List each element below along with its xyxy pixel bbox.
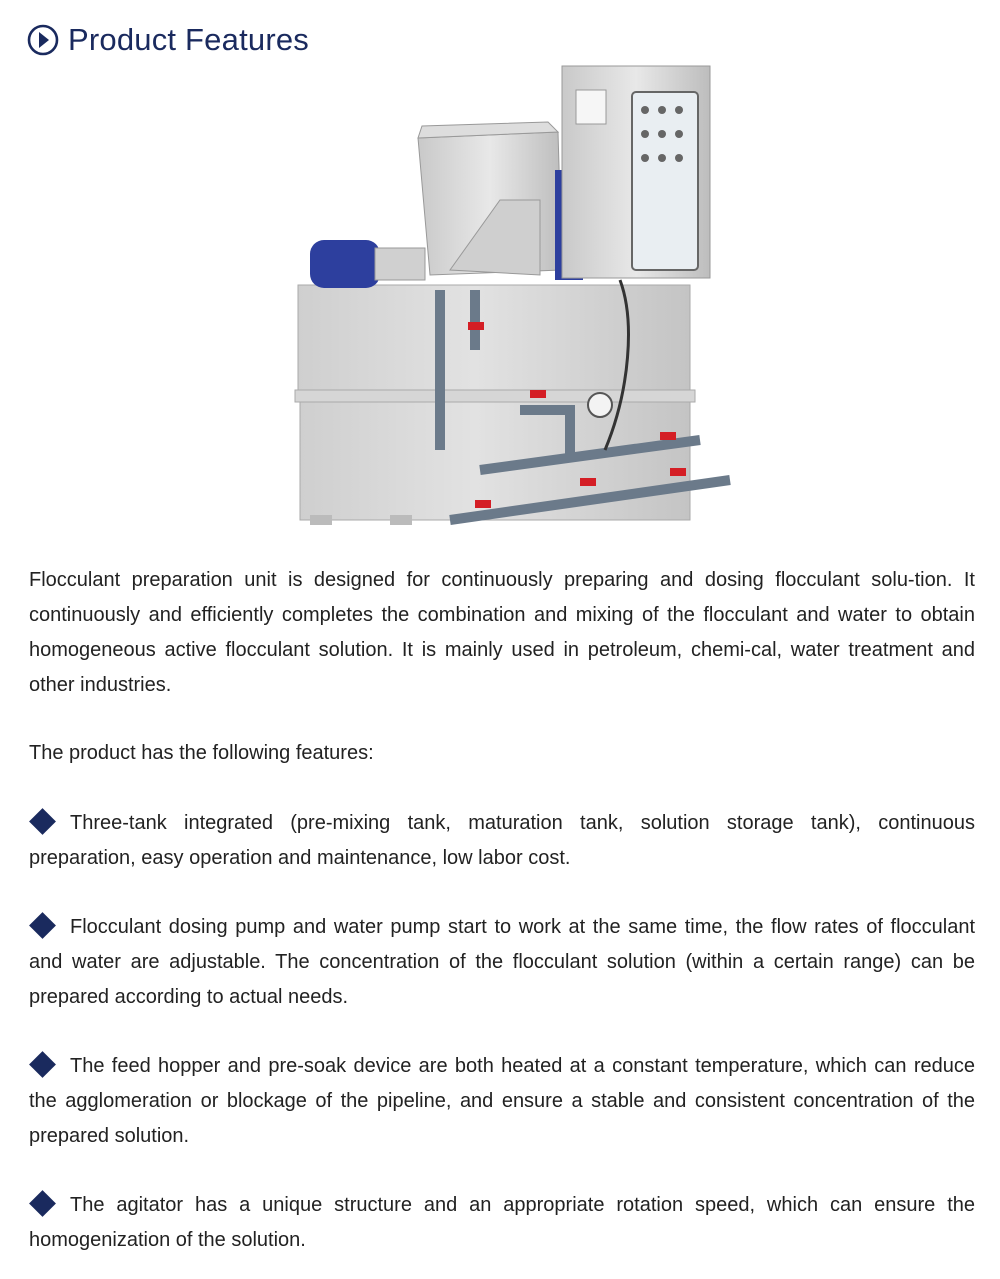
diamond-bullet-icon <box>29 912 56 939</box>
feature-text: Flocculant dosing pump and water pump start to work at the same time, the flow rates of flocculant and water are adjustable. The concentration of the flocculant solution (within a certain range) can be prepared according to actual needs. <box>29 916 975 1008</box>
feature-item <box>29 1049 975 1154</box>
feature-item <box>29 1188 975 1258</box>
product-image <box>290 60 750 530</box>
diamond-bullet-icon <box>29 808 56 835</box>
diamond-bullet-icon <box>29 1190 56 1217</box>
section-header <box>27 22 309 58</box>
circle-chevron-right-icon <box>27 24 59 56</box>
feature-item <box>29 806 975 876</box>
feature-text: The feed hopper and pre-soak device are both heated at a constant temperature, which can reduce the agglomeration or blockage of the pipeline, and ensure a stable and consistent concentration of the prepared solution. <box>29 1055 975 1147</box>
section-title: Product Features <box>68 22 309 57</box>
diamond-bullet-icon <box>29 1051 56 1078</box>
feature-item <box>29 910 975 1015</box>
intro-paragraph: Flocculant preparation unit is designed for continuously preparing and dosing flocculant solu-tion. It continuously and efficiently completes the combination and mixing of the flocculant and water to obtain homogeneous active flocculant solution. It is mainly used in petroleum, chemi-cal, water treatment and other industries. <box>29 569 975 696</box>
feature-text: The agitator has a unique structure and an appropriate rotation speed, which can ensure the homogenization of the solution. <box>29 1194 975 1251</box>
feature-text: Three-tank integrated (pre-mixing tank, maturation tank, solution storage tank), continuous preparation, easy operation and maintenance, low labor cost. <box>29 812 975 869</box>
features-lead: The product has the following features: <box>29 742 374 764</box>
